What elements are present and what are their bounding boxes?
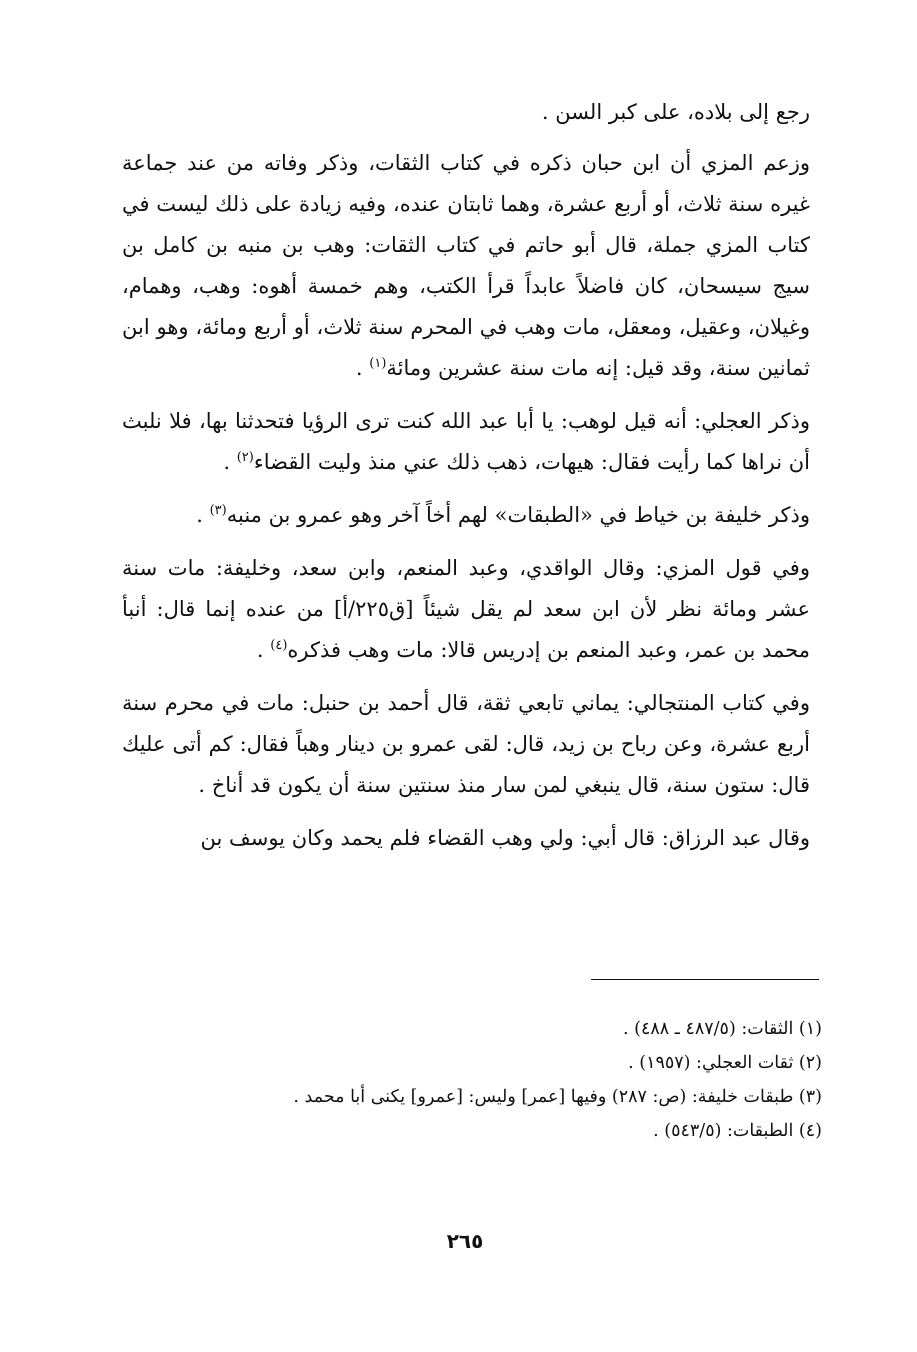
paragraph — [122, 548, 810, 671]
end-mark: . — [256, 638, 271, 662]
end-mark: . — [223, 450, 237, 474]
end-mark: . — [196, 503, 210, 527]
footnote-item: (١) الثقات: (٤٨٧/٥ ـ ٤٨٨) . — [623, 1019, 822, 1039]
end-mark: . — [355, 356, 370, 380]
page-number: ٢٦٥ — [446, 1229, 484, 1253]
footnote-reference: (١) — [369, 356, 387, 371]
footnote-item: (٤) الطبقات: (٥٤٣/٥) . — [653, 1121, 822, 1141]
paragraph — [122, 495, 810, 536]
footnote-reference: (٤) — [270, 638, 288, 653]
footnote-reference: (٣) — [209, 503, 227, 518]
footnote-item: (٣) طبقات خليفة: (ص: ٢٨٧) وفيها [عمر] وليس: [عمرو] يكنى أبا محمد . — [293, 1087, 822, 1107]
paragraph — [122, 143, 810, 389]
paragraph — [122, 401, 810, 483]
paragraph: وقال عبد الرزاق: قال أبي: ولي وهب القضاء فلم يحمد وكان يوسف بن — [200, 826, 810, 850]
paragraph: وفي كتاب المنتجالي: يماني تابعي ثقة، قال أحمد بن حنبل: مات في محرم سنة أربع عشرة، وعن رباح بن زيد، قال: لقى عمرو بن دينار وهباً فقال: كم أتى عليك قال: ستون سنة، قال ينبغي لمن سار منذ سنتين سنة أن يكون قد أناخ . — [122, 691, 810, 797]
paragraph: رجع إلى بلاده، على كبر السن . — [541, 100, 810, 124]
paragraph-text: وذكر العجلي: أنه قيل لوهب: يا أبا عبد الله كنت ترى الرؤيا فتحدثنا بها، فلا نلبث أن نراها كما رأيت فقال: هيهات، ذهب ذلك عني منذ وليت القضاء — [122, 409, 810, 474]
main-text — [122, 92, 810, 871]
paragraph-text: وفي قول المزي: وقال الواقدي، وعبد المنعم، وابن سعد، وخليفة: مات سنة عشر ومائة نظر لأن ابن سعد لم يقل شيئاً [ق٢٢٥/أ] من عنده إنما قال: أنبأ محمد بن عمر، وعبد المنعم بن إدريس قالا: مات وهب فذكره — [122, 556, 810, 662]
footnotes — [122, 1012, 822, 1148]
footnote-item: (٢) ثقات العجلي: (١٩٥٧) . — [628, 1053, 822, 1073]
paragraph-text: وذكر خليفة بن خياط في «الطبقات» لهم أخاً آخر وهو عمرو بن منبه — [226, 503, 810, 527]
footnote-reference: (٢) — [236, 450, 254, 465]
paragraph-text: وزعم المزي أن ابن حبان ذكره في كتاب الثقات، وذكر وفاته من عند جماعة غيره سنة ثلاث، أو أربع عشرة، وهما ثابتان عنده، وفيه زيادة على ذلك ليست في كتاب المزي جملة، قال أبو حاتم في كتاب الثقات: وهب بن منبه بن كامل بن سيج سيسحان، كان فاضلاً عابداً قرأ الكتب، وهم خمسة أهوه: وهب، وهمام، وغيلان، وعقيل، ومعقل، مات وهب في المحرم سنة ثلاث، أو أربع ومائة، وهو ابن ثمانين سنة، وقد قيل: إنه مات سنة عشرين ومائة — [122, 151, 810, 380]
footnote-separator — [591, 979, 819, 980]
